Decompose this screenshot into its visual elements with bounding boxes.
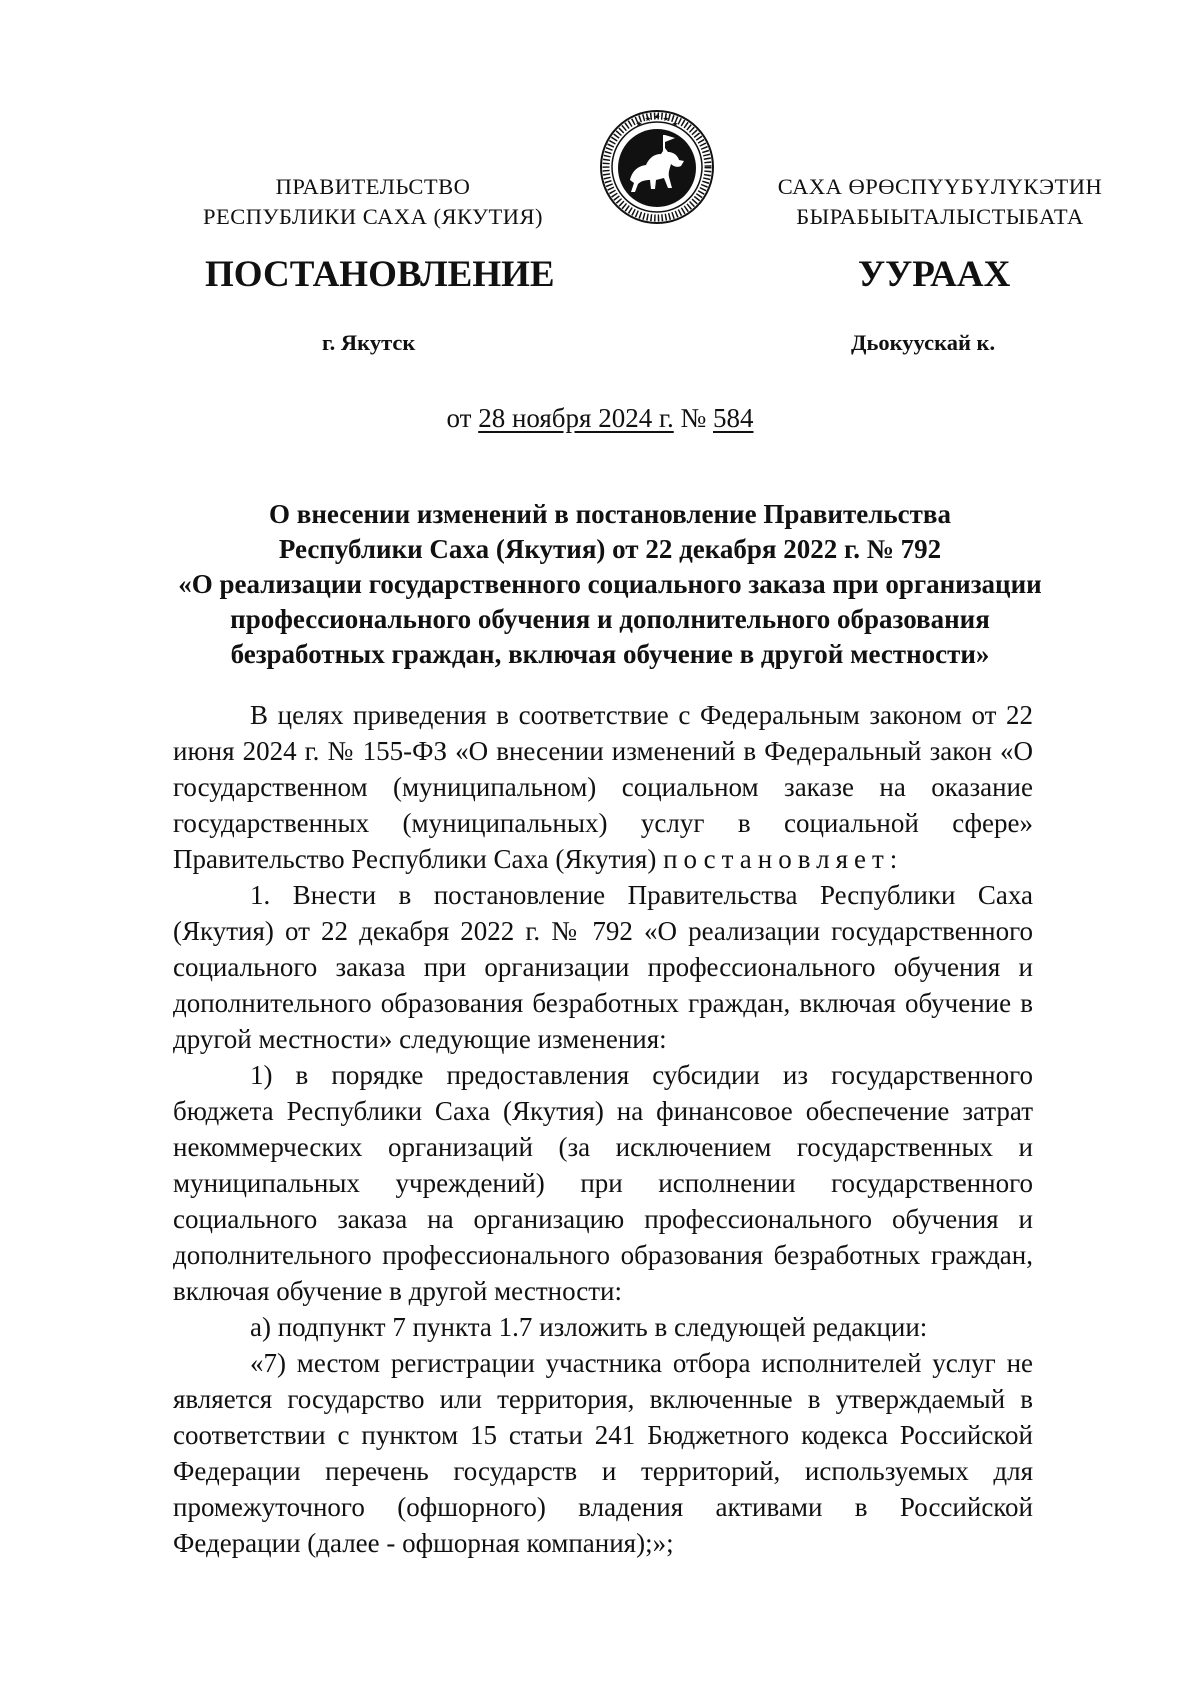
place-sakha: Дьокуускай к.	[851, 330, 996, 355]
preamble-paragraph	[173, 697, 1033, 877]
item-1-paragraph: 1. Внести в постановление Правительства Республики Саха (Якутия) от 22 декабря 2022 г. № 792 «О реализации государственного социального заказа при организации профессионального обучения и дополнительного образования безработных граждан, включая обучение в другой местности» следующие изменения:	[173, 880, 1033, 1054]
place-ru: г. Якутск	[322, 330, 416, 355]
doc-type-ru: ПОСТАНОВЛЕНИЕ	[205, 254, 555, 295]
date-prefix: от	[446, 403, 472, 433]
decree-word: постановляет:	[663, 844, 904, 874]
point-a-paragraph: а) подпункт 7 пункта 1.7 изложить в следующей редакции:	[250, 1312, 928, 1342]
document-title	[170, 497, 1050, 672]
title-line: профессионального обучения и дополнительного образования	[230, 604, 990, 634]
sakha-coat-of-arms-icon	[598, 108, 716, 226]
decree-date: 28 ноября 2024 г.	[478, 403, 674, 433]
doc-type-sakha: УУРААХ	[858, 254, 1011, 295]
government-name-sakha-line2: БЫРАБЫЫТАЛЫСТЫБАТА	[796, 204, 1084, 229]
government-name-ru-line2: РЕСПУБЛИКИ САХА (ЯКУТИЯ)	[203, 204, 543, 229]
government-name-ru	[183, 172, 563, 232]
subitem-1-paragraph: 1) в порядке предоставления субсидии из государственного бюджета Республики Саха (Якутия) на финансовое обеспечение затрат некоммерческих организаций (за исключением государственных и муниципальных учреждений) при исполнении государственного социального заказа на организацию профессионального обучения и дополнительного профессионального образования безработных граждан, включая обучение в другой местности:	[173, 1060, 1033, 1306]
government-name-sakha	[750, 172, 1130, 232]
title-line: безработных граждан, включая обучение в другой местности»	[230, 639, 990, 669]
preamble-text: В целях приведения в соответствие с Федеральным законом от 22 июня 2024 г. № 155-ФЗ «О внесении изменений в Федеральный закон «О государственном (муниципальном) социальном заказе на оказание государственных (муниципальных) услуг в социальной сфере» Правительство Республики Саха (Якутия)	[173, 700, 1033, 874]
document-body	[173, 697, 1033, 1561]
decree-number: 584	[713, 403, 754, 433]
government-name-ru-line1: ПРАВИТЕЛЬСТВО	[275, 174, 471, 199]
number-sign: №	[680, 403, 707, 433]
title-line: Республики Саха (Якутия) от 22 декабря 2022 г. № 792	[278, 534, 942, 564]
government-name-sakha-line1: САХА ӨРӨСПҮҮБҮЛҮКЭТИН	[777, 174, 1103, 199]
title-line: «О реализации государственного социального заказа при организации	[178, 569, 1042, 599]
title-line: О внесении изменений в постановление Правительства	[269, 499, 951, 529]
quote-7-paragraph: «7) местом регистрации участника отбора исполнителей услуг не является государство или территория, включенные в утверждаемый в соответствии с пунктом 15 статьи 241 Бюджетного кодекса Российской Федерации перечень государств и территорий, используемых для промежуточного (офшорного) владения активами в Российской Федерации (далее - офшорная компания);»;	[173, 1348, 1033, 1558]
date-and-number	[0, 403, 1200, 434]
